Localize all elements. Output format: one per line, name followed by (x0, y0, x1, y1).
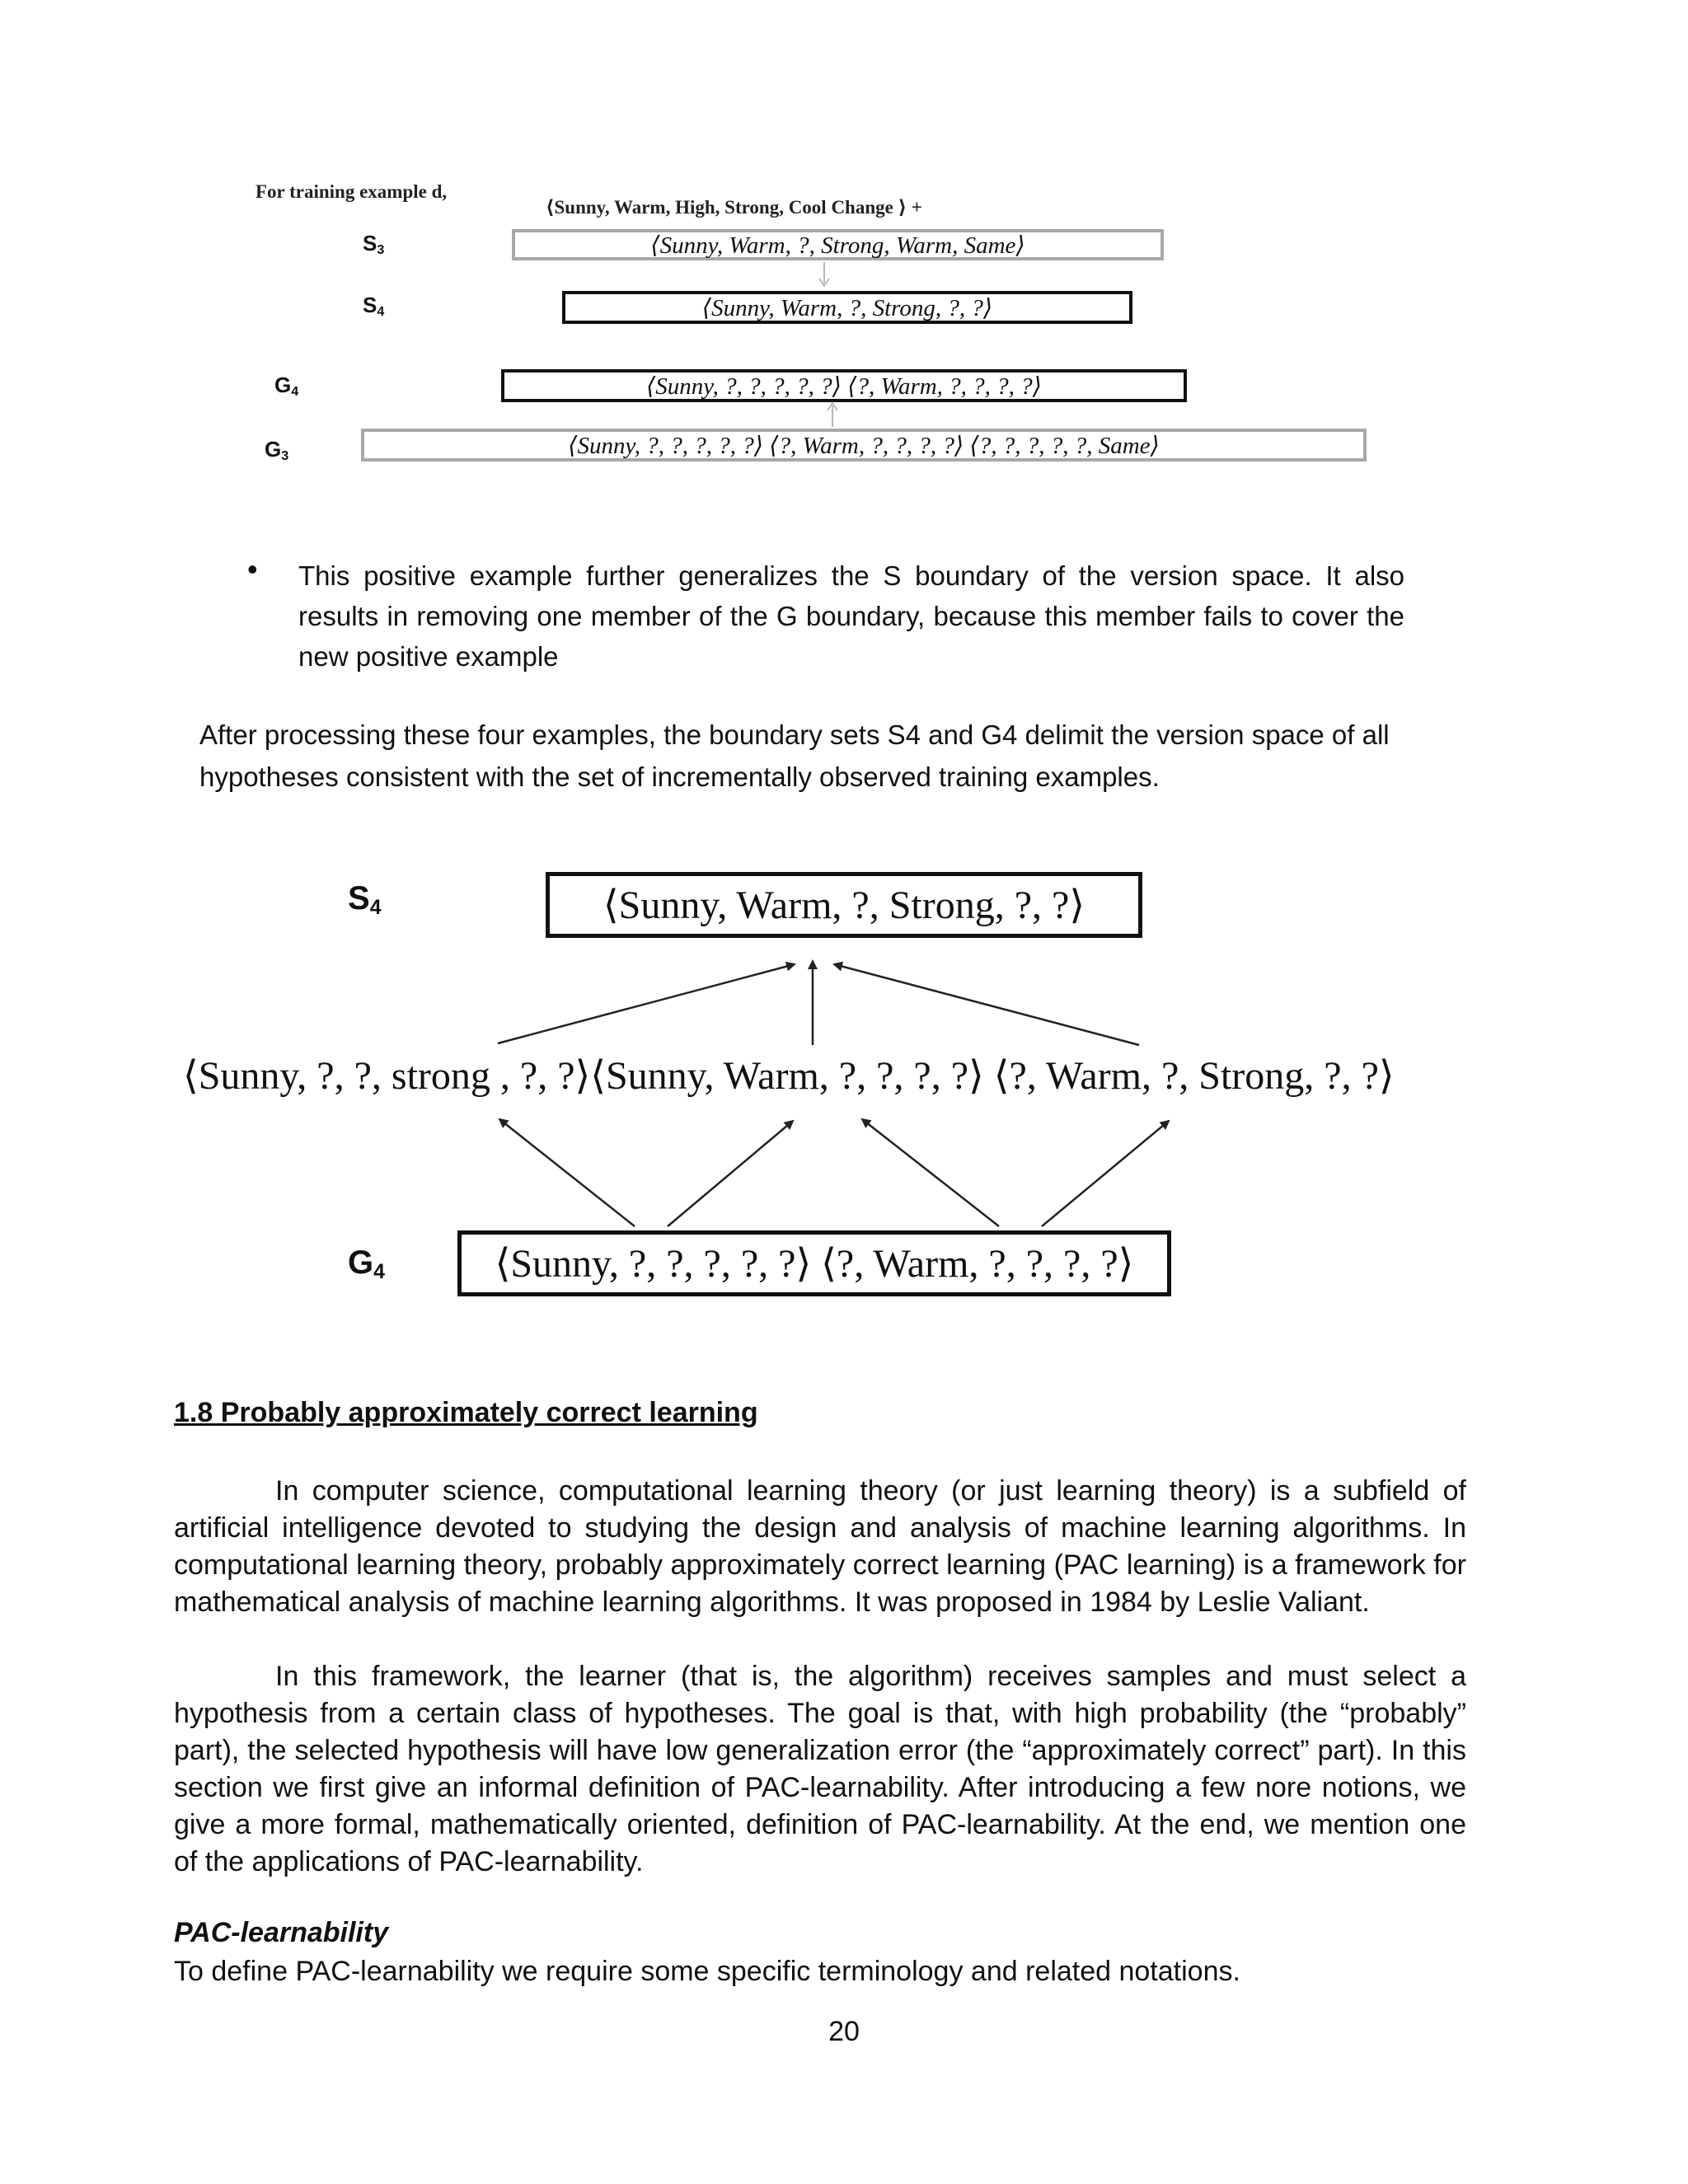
section-heading: 1.8 Probably approximately correct learning (174, 1397, 758, 1428)
arrow-g4a-to-mid2 (668, 1121, 793, 1226)
bullet-marker: • (247, 552, 258, 586)
vs-g4-hypothesis: ⟨Sunny, ?, ?, ?, ?, ?⟩ ⟨?, Warm, ?, ?, ?, ?⟩ (495, 1242, 1134, 1286)
s3-hypothesis: ⟨Sunny, Warm, ?, Strong, Warm, Same⟩ (650, 232, 1025, 259)
arrow-g4b-to-mid3 (1042, 1121, 1169, 1226)
version-space-arrows (0, 907, 1688, 1401)
top-figure-arrows (0, 0, 1688, 494)
section-paragraph-2: In this framework, the learner (that is, the algorithm) receives samples and must select a hypothesis from a certain class of hypotheses. The goal is that, with high probability (the “probably” part), the selected hypothesis will have low generalization error (the “approximately correct” part). In this section we first give an informal definition of PAC-learnability. After introducing a few nore notions, we give a more formal, mathematically oriented, definition of PAC-learnability. At the end, we mention one of the applications of PAC-learnability. (174, 1661, 1466, 1877)
s4-label: $S_4$ (363, 293, 385, 320)
vs-middle-row: ⟨Sunny, ?, ?, strong , ?, ?⟩⟨Sunny, Warm, ?, ?, ?, ?⟩ ⟨?, Warm, ?, Strong, ?, ?⟩ (183, 1054, 1395, 1098)
pac-learnability-subheading: PAC-learnability (174, 1917, 389, 1948)
arrow-mid1-to-s4 (498, 964, 795, 1043)
vs-g4-label: $G_4$ (348, 1244, 385, 1284)
figure-caption: For training example d, (256, 181, 448, 202)
vs-s4-hypothesis: ⟨Sunny, Warm, ?, Strong, ?, ?⟩ (603, 883, 1085, 927)
g4-label: $G_4$ (274, 373, 299, 400)
g3-label: $G_3$ (265, 437, 289, 464)
arrow-g4a-to-mid1 (499, 1119, 635, 1226)
page-number: 20 (828, 2016, 860, 2047)
vs-s4-label: $S_4$ (348, 880, 382, 920)
s3-label: $S_3$ (363, 231, 385, 258)
arrow-g4b-to-mid2 (862, 1119, 999, 1226)
training-example: ⟨Sunny, Warm, High, Strong, Cool Change ⟩ + (546, 197, 922, 218)
summary-paragraph: After processing these four examples, the boundary sets S4 and G4 delimit the version space of all hypotheses consistent with the set of incrementally observed training examples. (199, 719, 1390, 792)
g3-hypothesis: ⟨Sunny, ?, ?, ?, ?, ?⟩ ⟨?, Warm, ?, ?, ?, ?⟩ ⟨?, ?, ?, ?, ?, Same⟩ (568, 432, 1160, 459)
section-paragraph-1: In computer science, computational learning theory (or just learning theory) is a subfield of artificial intelligence devoted to studying the design and analysis of machine learning algorithms. In computational learning theory, probably approximately correct learning (PAC learning) is a framework for mathematical analysis of machine learning algorithms. It was proposed in 1984 by Leslie Valiant. (174, 1475, 1466, 1618)
s4-hypothesis: ⟨Sunny, Warm, ?, Strong, ?, ?⟩ (701, 294, 993, 321)
arrow-mid3-to-s4 (834, 964, 1139, 1045)
section-paragraph-3: To define PAC-learnability we require some specific terminology and related notations. (174, 1956, 1240, 1987)
bullet-text: This positive example further generalizes the S boundary of the version space. It also results in removing one member of the G boundary, because this member fails to cover the new positive example (298, 560, 1404, 672)
g4-hypothesis: ⟨Sunny, ?, ?, ?, ?, ?⟩ ⟨?, Warm, ?, ?, ?, ?⟩ (645, 373, 1042, 400)
